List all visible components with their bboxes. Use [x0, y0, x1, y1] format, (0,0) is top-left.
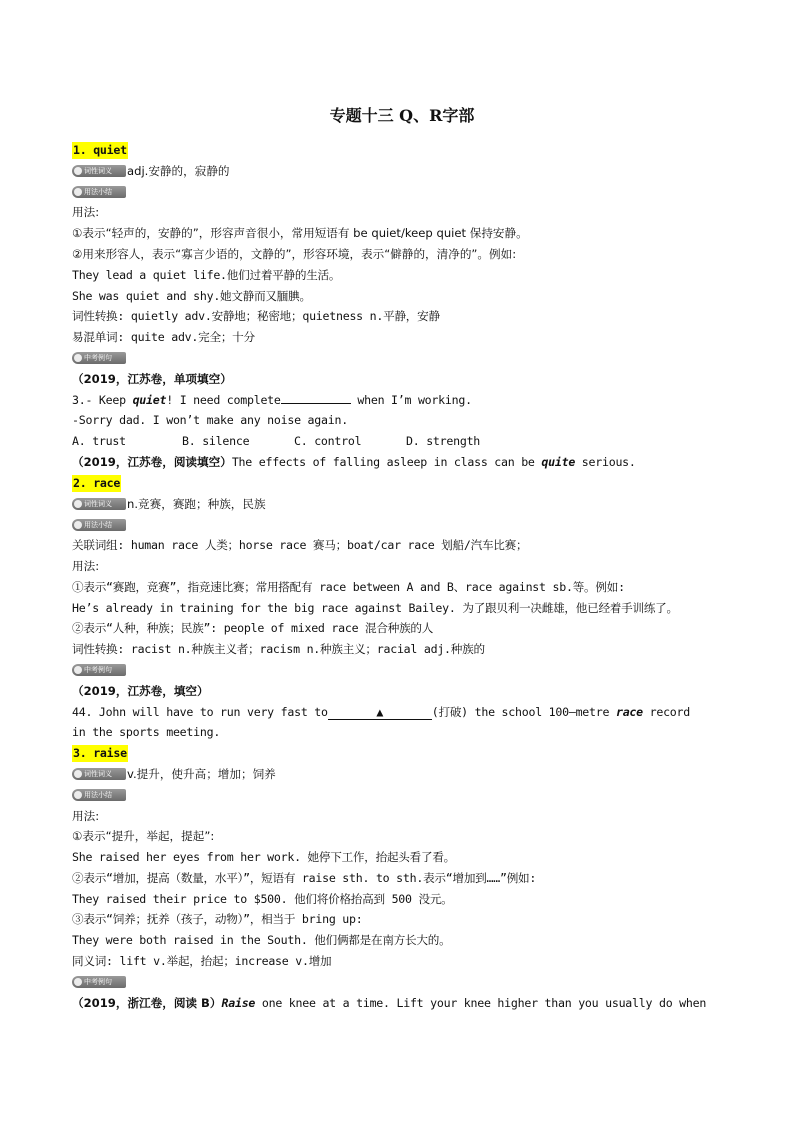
zhongkao-tag-icon: 中考例句 [72, 352, 126, 364]
race-question-line2: in the sports meeting. [72, 725, 221, 740]
zhongkao-tag-icon: 中考例句 [72, 664, 126, 676]
triangle-marker-icon: ▲ [376, 704, 384, 719]
zhongkao-tag-icon: 中考例句 [72, 976, 126, 988]
raise-example-3: They were both raised in the South. 他们俩都是在南方长大的。 [72, 933, 451, 948]
race-usage-2: ②表示“人种，种族；民族”: people of mixed race 混合种族的人 [72, 621, 434, 636]
option-b: B. silence [182, 434, 250, 449]
quiet-options [72, 431, 732, 452]
yongfa-tag-icon: 用法小结 [72, 519, 126, 531]
raise-source-1-row: （2019，浙江卷，阅读 B）Raise one knee at a time. Lift your knee higher than you usually do when [72, 995, 707, 1010]
option-c: C. control [294, 434, 362, 449]
yongfa-tag-icon: 用法小结 [72, 186, 126, 198]
race-source-1: （2019，江苏卷，填空） [72, 683, 209, 698]
raise-usage-label: 用法: [72, 808, 100, 823]
cixing-tag-icon: 词性词义 [72, 768, 126, 780]
answer-blank [281, 403, 351, 404]
race-example-1: He’s already in training for the big race against Bailey. 为了跟贝利一决雌雄，他已经着手训练了。 [72, 600, 678, 615]
entry-heading-raise: 3. raise [73, 746, 127, 761]
raise-meaning-row: 词性词义 v.提升，使升高；增加；饲养 [72, 764, 732, 785]
quiet-source-1: （2019，江苏卷，单项填空） [72, 371, 232, 386]
race-usage-1: ①表示“赛跑，竞赛”，指竞速比赛；常用搭配有 race between A and B、race against sb.等。例如: [72, 579, 625, 594]
option-d: D. strength [406, 434, 481, 449]
quiet-conversion: 词性转换: quietly adv.安静地；秘密地；quietness n.平静，安静 [72, 309, 440, 324]
raise-example-2: They raised their price to $500. 他们将价格抬高到 500 没元。 [72, 891, 453, 906]
raise-example-1: She raised her eyes from her work. 她停下工作，抬起头看了看。 [72, 850, 456, 865]
race-conversion: 词性转换: racist n.种族主义者；racism n.种族主义；racial adj.种族的 [72, 642, 485, 657]
quiet-source-2-row: （2019，江苏卷，阅读填空）The effects of falling asleep in class can be quite serious. [72, 454, 636, 469]
cixing-tag-icon: 词性词义 [72, 165, 126, 177]
answer-blank [328, 705, 432, 720]
cixing-tag-icon: 词性词义 [72, 498, 126, 510]
quiet-question: 3.- Keep quiet! I need complete when I’m working. [72, 392, 472, 407]
quiet-example-1: They lead a quiet life.他们过着平静的生活。 [72, 267, 341, 282]
page-title: 专题十三 Q、R字部 [329, 106, 475, 125]
raise-usage-3: ③表示“饲养；抚养（孩子，动物）”，相当于 bring up: [72, 912, 363, 927]
yongfa-tag-icon: 用法小结 [72, 789, 126, 801]
raise-usage-1: ①表示“提升，举起，提起”: [72, 829, 215, 844]
race-phrases: 关联词组: human race 人类；horse race 赛马；boat/car race 划船/汽车比赛； [72, 538, 528, 553]
raise-usage-2: ②表示“增加，提高（数量，水平）”，短语有 raise sth. to sth.表示“增加到……”例如: [72, 870, 537, 885]
entry-heading-race: 2. race [73, 475, 121, 490]
race-exam-tag-row [72, 660, 732, 681]
raise-synonyms: 同义词: lift v.举起，抬起；increase v.增加 [72, 954, 332, 969]
raise-usage-tag-row [72, 785, 732, 806]
document-content [72, 104, 732, 1013]
race-usage-label: 用法: [72, 558, 100, 573]
raise-exam-tag-row [72, 972, 732, 993]
quiet-usage-1: ①表示“轻声的，安静的”，形容声音很小，常用短语有 be quiet/keep quiet 保持安静。 [72, 226, 528, 241]
quiet-example-2: She was quiet and shy.她文静而又腼腆。 [72, 288, 311, 303]
quiet-usage-label: 用法: [72, 205, 100, 220]
entry-heading-quiet: 1. quiet [73, 143, 127, 157]
quiet-meaning-row: 词性词义 adj.安静的，寂静的 [72, 161, 732, 182]
quiet-usage-2: ②用来形容人，表示“寡言少语的，文静的”，形容环境，表示“僻静的，清净的”。例如: [72, 246, 517, 261]
quiet-question-line2: -Sorry dad. I won’t make any noise again. [72, 413, 348, 428]
race-usage-tag-row [72, 514, 732, 535]
option-a: A. trust [72, 434, 126, 449]
quiet-confusable: 易混单词: quite adv.完全；十分 [72, 330, 255, 345]
race-meaning-row: 词性词义 n.竞赛，赛跑；种族，民族 [72, 494, 732, 515]
race-question: 44. John will have to run very fast to ▲ (打破) the school 100—metre race record [72, 704, 691, 719]
quiet-usage-tag-row [72, 182, 732, 203]
quiet-exam-tag-row [72, 348, 732, 369]
